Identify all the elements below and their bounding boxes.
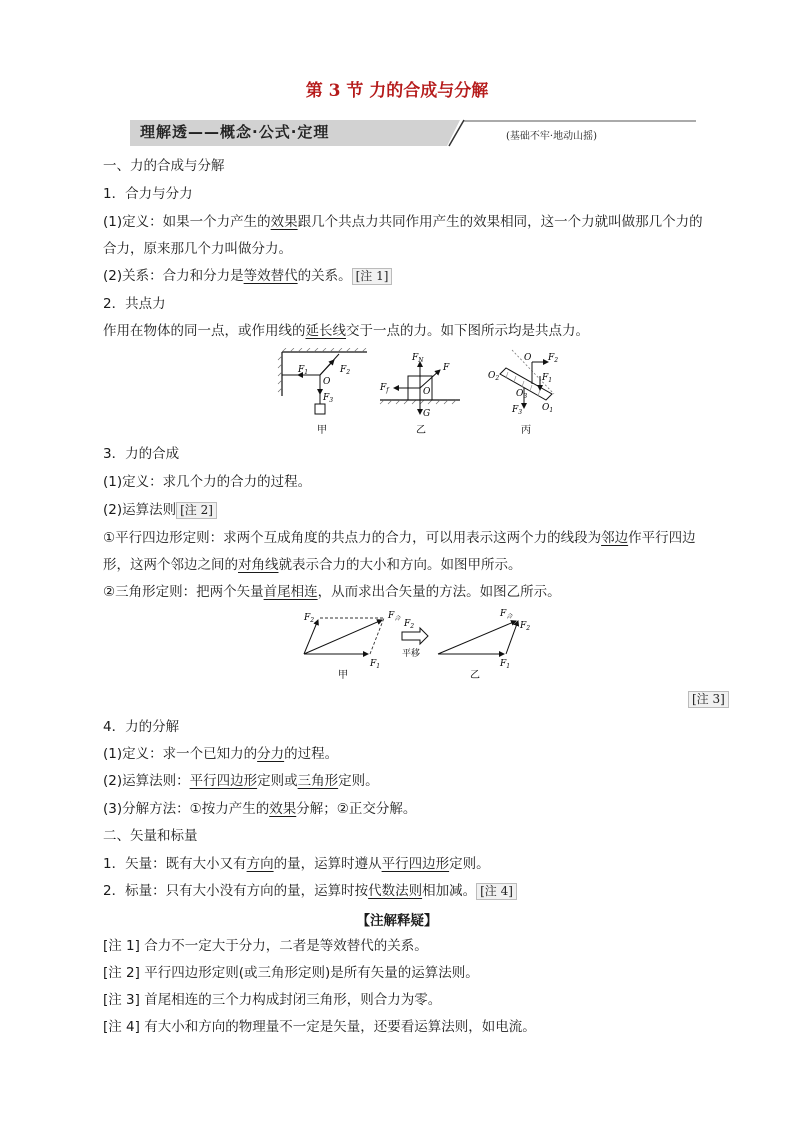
paragraph-decomposition-def <box>103 745 338 763</box>
paragraph-scalar <box>103 882 517 900</box>
note-ref-3-line <box>688 690 729 708</box>
figure-shift <box>402 619 428 659</box>
label-O3: $O_3$ <box>516 389 528 400</box>
label-F3: $F_3$ <box>512 405 523 416</box>
label-Fhe: $F_合$ <box>388 611 401 622</box>
text: (2)运算法则： <box>103 773 190 789</box>
note-1: [注 1] 合力不一定大于分力，二者是等效替代的关系。 <box>103 938 428 954</box>
notes-heading: 【注解释疑】 <box>356 913 438 929</box>
caption-jia: 甲 <box>338 670 348 681</box>
caption-yi: 乙 <box>416 425 426 436</box>
key-term: 对角线 <box>238 557 279 573</box>
text: 交于一点的力。如下图所示均是共点力。 <box>346 323 589 339</box>
paragraph-definition <box>103 213 703 231</box>
subheading-decomposition: 4．力的分解 <box>103 719 180 735</box>
text: ①平行四边形定则：求两个互成角度的共点力的合力，可以用表示这两个力的线段为 <box>103 530 602 546</box>
label-F3: $F_3$ <box>323 393 334 404</box>
section-banner <box>130 118 696 148</box>
section-heading-2: 二、矢量和标量 <box>103 828 198 844</box>
label-O1: $O_1$ <box>542 403 554 414</box>
text: ②三角形定则：把两个矢量 <box>103 584 264 600</box>
text: 分解；②正交分解。 <box>296 801 417 817</box>
text: (3)分解方法：①按力产生的 <box>103 801 270 817</box>
label-O: O <box>423 387 431 397</box>
text: 跟几个共点力共同作用产生的效果相同，这一个力就叫做那几个力的 <box>297 214 703 230</box>
label-Ff: $F_f$ <box>380 383 389 394</box>
paragraph-composition-def: (1)定义：求几个力的合力的过程。 <box>103 474 312 490</box>
label-F2: $F_2$ <box>340 365 351 376</box>
figure-yi <box>379 353 460 436</box>
key-term: 代数法则 <box>368 883 423 899</box>
text: ，从而求出合矢量的方法。如图乙所示。 <box>317 584 561 600</box>
key-term: 平行四边形 <box>189 773 258 789</box>
text: (1)定义：如果一个力产生的 <box>103 214 271 230</box>
paragraph-decomposition-rule <box>103 772 379 790</box>
note-ref-2[interactable]: [注 2] <box>176 502 217 519</box>
caption-jia: 甲 <box>317 425 327 436</box>
subheading-composition-components: 1．合力与分力 <box>103 186 193 202</box>
label-O2: $O_2$ <box>488 371 500 382</box>
note-ref-1[interactable]: [注 1] <box>352 268 393 285</box>
paragraph-definition-cont: 合力，原来那几个力叫做分力。 <box>103 241 292 257</box>
label-G: G <box>423 409 431 419</box>
key-term: 方向 <box>246 856 274 872</box>
composition-rules-figure <box>296 606 536 684</box>
paragraph-relation <box>103 267 392 285</box>
label-FN: $F_N$ <box>412 353 424 364</box>
subheading-composition: 3．力的合成 <box>103 446 180 462</box>
figure-bing <box>488 350 558 436</box>
note-2: [注 2] 平行四边形定则(或三角形定则)是所有矢量的运算法则。 <box>103 965 479 981</box>
key-term: 邻边 <box>601 530 629 546</box>
banner-title: 理解透——概念·公式·定理 <box>140 123 330 141</box>
subheading-concurrent-forces: 2．共点力 <box>103 296 166 312</box>
text: 形，这两个邻边之间的 <box>103 557 238 573</box>
text: (2)关系：合力和分力是 <box>103 268 244 284</box>
text: 作平行四边 <box>628 530 696 546</box>
label-Fhe: $F_合$ <box>500 609 513 620</box>
key-term: 延长线 <box>305 323 346 339</box>
label-O: O <box>323 377 331 387</box>
caption-yi: 乙 <box>470 670 480 681</box>
paragraph-rules <box>103 501 217 519</box>
paragraph-concurrent <box>103 322 589 340</box>
figure-parallelogram <box>303 611 401 681</box>
label-F2: $F_2$ <box>520 621 531 632</box>
figure-jia <box>278 348 367 436</box>
paragraph-vector <box>103 855 490 873</box>
label-F1: $F_1$ <box>542 373 553 384</box>
caption-bing: 丙 <box>521 425 531 436</box>
text: (2)运算法则 <box>103 502 177 518</box>
page-title: 第 3 节 力的合成与分解 <box>305 81 489 101</box>
text: 定则或 <box>257 773 298 789</box>
label-F: F <box>443 363 450 373</box>
label-F2: $F_2$ <box>304 613 315 624</box>
label-F1: $F_1$ <box>370 659 381 670</box>
paragraph-decomposition-method <box>103 800 416 818</box>
label-F2: $F_2$ <box>404 619 415 630</box>
banner-subtitle: (基础不牢·地动山摇) <box>506 131 597 142</box>
paragraph-triangle <box>103 583 561 601</box>
text: 的过程。 <box>284 746 339 762</box>
key-term: 平行四边形 <box>381 856 450 872</box>
note-4: [注 4] 有大小和方向的物理量不一定是矢量，还要看运算法则，如电流。 <box>103 1019 536 1035</box>
text: 作用在物体的同一点，或作用线的 <box>103 323 306 339</box>
section-heading-1: 一、力的合成与分解 <box>103 158 225 174</box>
key-term: 首尾相连 <box>263 584 318 600</box>
note-ref-3[interactable]: [注 3] <box>688 691 729 708</box>
key-term: 分力 <box>257 746 285 762</box>
text: 相加减。 <box>422 883 477 899</box>
key-term: 三角形 <box>297 773 339 789</box>
text: 2．标量：只有大小没有方向的量，运算时按 <box>103 883 369 899</box>
text: 就表示合力的大小和方向。如图甲所示。 <box>278 557 522 573</box>
text: 的关系。 <box>297 268 352 284</box>
key-term: 效果 <box>269 801 297 817</box>
text: 的量，运算时遵从 <box>273 856 382 872</box>
label-F2: $F_2$ <box>548 353 559 364</box>
label-F1: $F_1$ <box>500 659 511 670</box>
text: 1．矢量：既有大小又有 <box>103 856 247 872</box>
note-3: [注 3] 首尾相连的三个力构成封闭三角形，则合力为零。 <box>103 992 442 1008</box>
label-F1: $F_1$ <box>298 365 309 376</box>
paragraph-parallelogram <box>103 529 696 547</box>
label-O: O <box>524 353 532 363</box>
text: 定则。 <box>338 773 379 789</box>
figure-triangle <box>438 609 530 681</box>
concurrent-forces-figure <box>262 348 562 440</box>
key-term: 效果 <box>270 214 298 230</box>
key-term: 等效替代 <box>243 268 298 284</box>
text: (1)定义：求一个已知力的 <box>103 746 258 762</box>
note-ref-4[interactable]: [注 4] <box>476 883 517 900</box>
label-shift: 平移 <box>402 649 421 659</box>
text: 定则。 <box>449 856 490 872</box>
paragraph-parallelogram-cont <box>103 556 522 574</box>
